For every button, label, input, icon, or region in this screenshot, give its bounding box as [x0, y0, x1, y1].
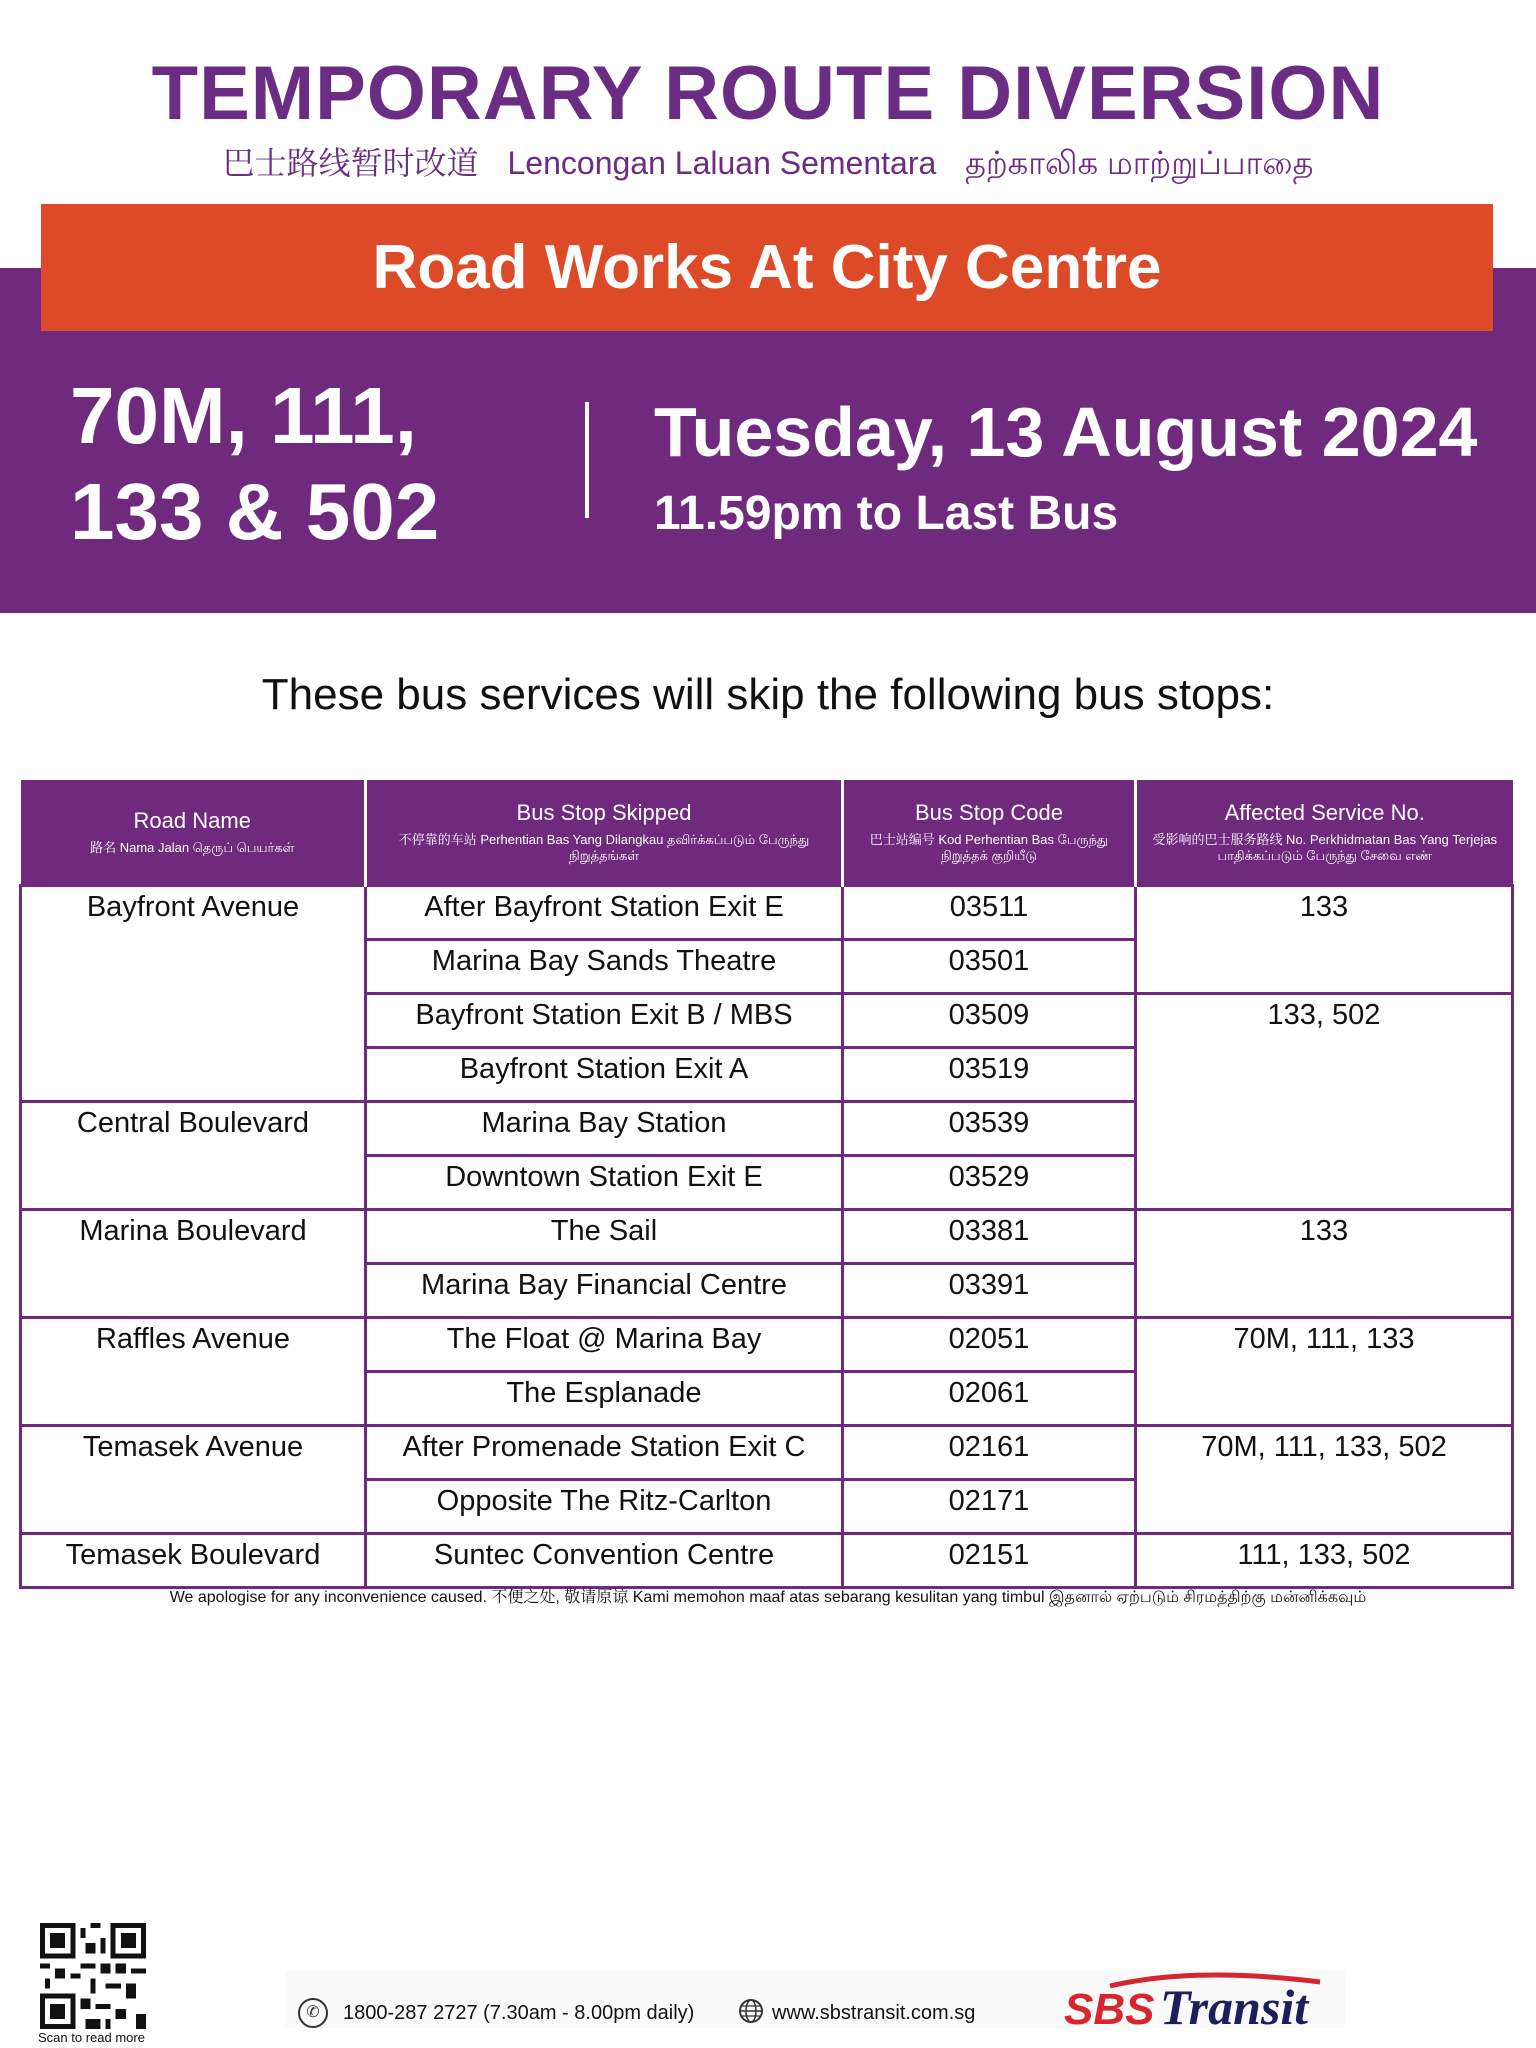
stop-code-cell: 03509	[843, 994, 1136, 1048]
logo-text-sbs: SBS	[1064, 1985, 1155, 2034]
stop-code-cell: 03529	[843, 1156, 1136, 1210]
hotline-text[interactable]: 1800-287 2727 (7.30am - 8.00pm daily)	[343, 2002, 695, 2024]
logo-text-transit: Transit	[1160, 1979, 1309, 2035]
services-line-2: 133 & 502	[70, 467, 440, 556]
header-label: Bus Stop Skipped	[516, 800, 692, 825]
intro-text: These bus services will skip the following bus stops:	[261, 670, 1275, 719]
stop-code-cell: 02171	[843, 1480, 1136, 1534]
stop-name-cell: After Promenade Station Exit C	[366, 1426, 843, 1480]
affected-services	[70, 368, 439, 560]
stop-code-cell: 03381	[843, 1210, 1136, 1264]
service-cell: 70M, 111, 133, 502	[1136, 1426, 1513, 1534]
subtitle-malay: Lencongan Laluan Sementara	[507, 145, 937, 181]
header-label: Road Name	[133, 808, 251, 833]
header-road-name	[21, 780, 366, 886]
stop-name-cell: Marina Bay Station	[366, 1102, 843, 1156]
stop-name-cell: Marina Bay Sands Theatre	[366, 940, 843, 994]
stop-name-cell: The Sail	[366, 1210, 843, 1264]
service-cell: 133	[1136, 886, 1513, 994]
header-translation: 受影响的巴士服务路线 No. Perkhidmatan Bas Yang Terjejas பாதிக்கப்படும் பேருந்து சேவை எண்	[1152, 832, 1498, 863]
table-row	[21, 886, 1513, 940]
diversion-date: Tuesday, 13 August 2024	[654, 393, 1478, 471]
website-link[interactable]: www.sbstransit.com.sg	[772, 2002, 976, 2024]
stop-code-cell: 02061	[843, 1372, 1136, 1426]
stop-name-cell: Bayfront Station Exit B / MBS	[366, 994, 843, 1048]
stop-name-cell: Suntec Convention Centre	[366, 1534, 843, 1588]
stop-name-cell: Marina Bay Financial Centre	[366, 1264, 843, 1318]
header-label: Affected Service No.	[1224, 800, 1425, 825]
stop-name-cell: Opposite The Ritz-Carlton	[366, 1480, 843, 1534]
subtitle-tamil: தற்காலிக மாற்றுப்பாதை	[965, 145, 1314, 181]
stop-name-cell: The Float @ Marina Bay	[366, 1318, 843, 1372]
header-label: Bus Stop Code	[915, 800, 1063, 825]
stop-code-cell: 03391	[843, 1264, 1136, 1318]
apology-text: We apologise for any inconvenience caused. 不便之处, 敬请原谅 Kami memohon maaf atas sebarang kesulitan yang timbul இதனால் ஏற்படும் சிரமத்திற்கு மன்னிக்கவும்	[169, 1589, 1367, 1606]
header-service-no	[1136, 780, 1513, 886]
service-cell: 70M, 111, 133	[1136, 1318, 1513, 1426]
sbs-transit-logo	[1060, 1970, 1360, 2040]
stop-code-cell: 03539	[843, 1102, 1136, 1156]
road-cell: Marina Boulevard	[21, 1210, 366, 1318]
road-cell: Bayfront Avenue	[21, 886, 366, 1102]
service-cell: 133	[1136, 1210, 1513, 1318]
table-row	[21, 1318, 1513, 1372]
road-cell: Temasek Boulevard	[21, 1534, 366, 1588]
header-translation: 路名 Nama Jalan தெருப் பெயர்கள்	[90, 840, 295, 855]
road-cell: Temasek Avenue	[21, 1426, 366, 1534]
poster-title: TEMPORARY ROUTE DIVERSION	[151, 51, 1385, 136]
road-cell: Central Boulevard	[21, 1102, 366, 1210]
subtitle-chinese: 巴士路线暂时改道	[222, 145, 479, 181]
stop-name-cell: After Bayfront Station Exit E	[366, 886, 843, 940]
table-row	[21, 1210, 1513, 1264]
notice-divider	[585, 402, 589, 518]
header-stop-code	[843, 780, 1136, 886]
poster-subtitle	[0, 138, 1536, 186]
qr-caption: Scan to read more	[38, 2030, 145, 2045]
stop-code-cell: 02051	[843, 1318, 1136, 1372]
header-translation: 不停靠的车站 Perhentian Bas Yang Dilangkau தவிர்க்கப்படும் பேருந்து நிறுத்தங்கள்	[398, 832, 810, 863]
table-row	[21, 1426, 1513, 1480]
stop-code-cell: 03501	[843, 940, 1136, 994]
road-cell: Raffles Avenue	[21, 1318, 366, 1426]
header-translation: 巴士站编号 Kod Perhentian Bas பேருந்து நிறுத்தக் குறியீடு	[869, 832, 1109, 863]
table-row	[21, 1534, 1513, 1588]
stop-name-cell: The Esplanade	[366, 1372, 843, 1426]
stop-code-cell: 02151	[843, 1534, 1136, 1588]
stop-code-cell: 03519	[843, 1048, 1136, 1102]
skipped-stops-table	[19, 780, 1514, 1589]
globe-icon	[738, 1998, 764, 2024]
service-cell: 133, 502	[1136, 994, 1513, 1210]
phone-icon: ✆	[298, 1998, 328, 2028]
services-line-1: 70M, 111,	[70, 371, 417, 460]
service-cell: 111, 133, 502	[1136, 1534, 1513, 1588]
stop-name-cell: Downtown Station Exit E	[366, 1156, 843, 1210]
table-header-row	[21, 780, 1513, 886]
stop-code-cell: 03511	[843, 886, 1136, 940]
qr-code[interactable]	[40, 1923, 146, 2029]
header-bus-stop	[366, 780, 843, 886]
diversion-time: 11.59pm to Last Bus	[654, 487, 1119, 540]
stop-code-cell: 02161	[843, 1426, 1136, 1480]
reason-banner: Road Works At City Centre	[41, 204, 1493, 331]
stop-name-cell: Bayfront Station Exit A	[366, 1048, 843, 1102]
